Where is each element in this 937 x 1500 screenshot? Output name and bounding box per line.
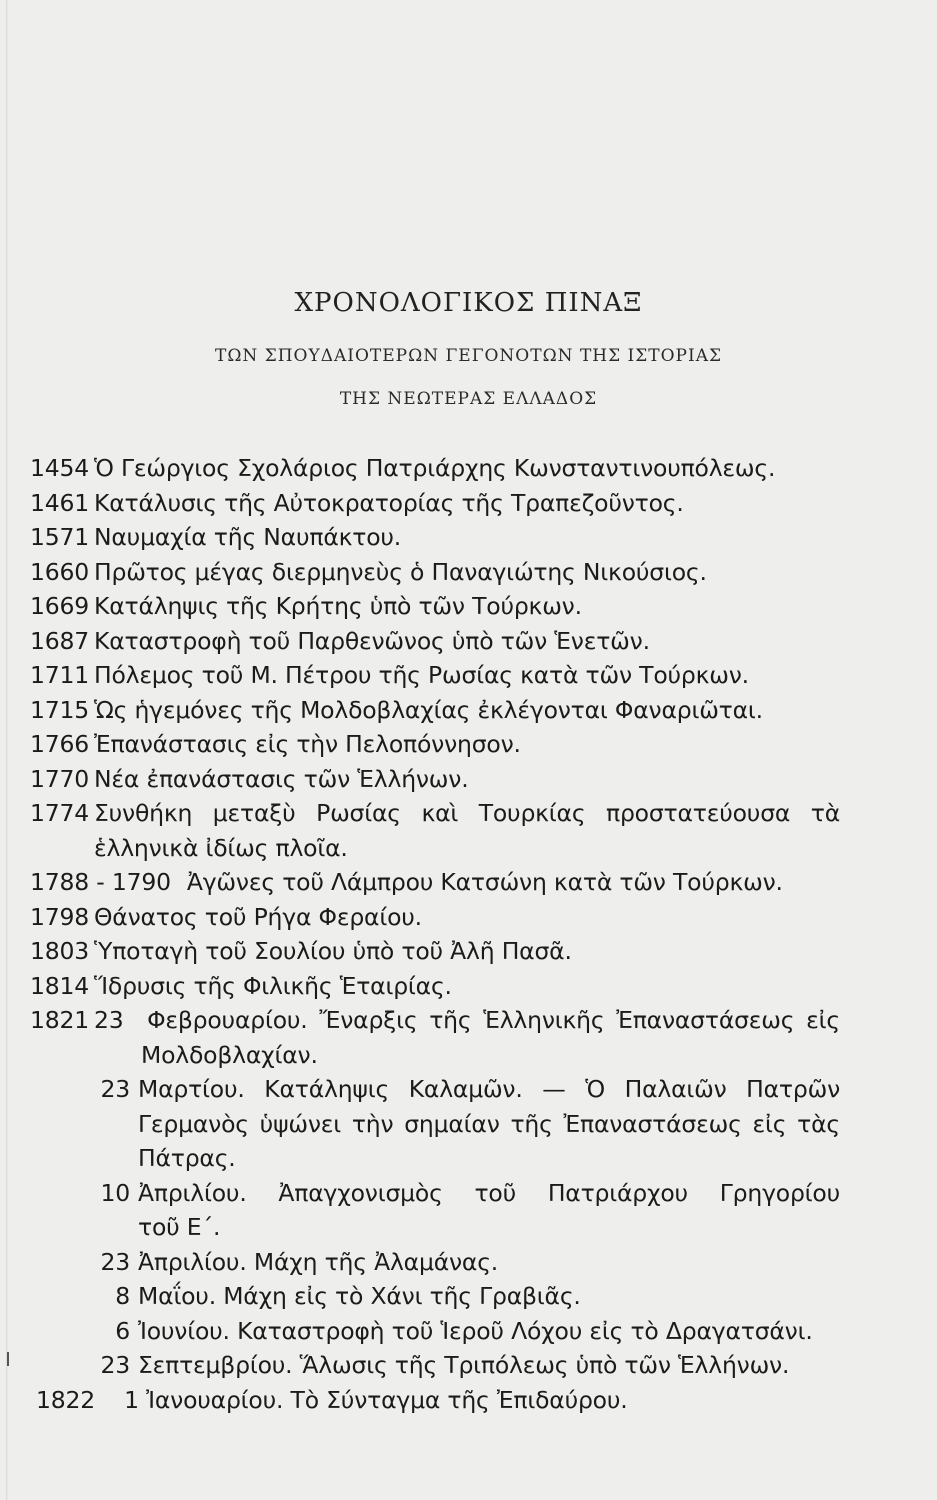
entry-day: 8 <box>115 1282 130 1310</box>
entry-text: Μαΐου. Μάχη εἰς τὸ Χάνι τῆς Γραβιᾶς. <box>138 1282 581 1310</box>
chronology-sub-entry <box>30 1314 840 1349</box>
entry-text: Ὡς ἡγεμόνες τῆς Μολδοβλαχίας ἐκλέγονται Φαναριῶται. <box>94 695 763 724</box>
entry-text: Συνθήκη μεταξὺ Ρωσίας καὶ Τουρκίας προστατεύουσα τὰ <box>94 799 840 827</box>
entry-year: 1660 <box>30 557 90 586</box>
page-subtitle-line2: ΤΗΣ ΝΕΩΤΕΡΑΣ ΕΛΛΑΔΟΣ <box>339 389 598 409</box>
entry-text: Καταστροφὴ τοῦ Παρθενῶνος ὑπὸ τῶν Ἑνετῶν. <box>94 626 650 655</box>
entry-day: 10 <box>100 1178 130 1207</box>
entry-year: 1571 <box>30 523 90 551</box>
chronology-entry <box>30 451 840 486</box>
entry-day: 1 <box>124 1385 139 1414</box>
chronology-entry <box>30 727 840 762</box>
entry-year: 1774 <box>30 799 90 827</box>
entry-text: Πρῶτος μέγας διερμηνεὺς ὁ Παναγιώτης Νικούσιος. <box>94 557 707 586</box>
entry-year: 1788 - 1790 <box>30 868 171 896</box>
entry-text: Ὑποταγὴ τοῦ Σουλίου ὑπὸ τοῦ Ἀλῆ Πασᾶ. <box>94 937 572 965</box>
chronology-sub-entry <box>30 1348 840 1383</box>
entry-day: 23 <box>94 1006 124 1034</box>
entry-year: 1715 <box>30 695 90 724</box>
entry-text: Πόλεμος τοῦ Μ. Πέτρου τῆς Ρωσίας κατὰ τῶν Τούρκων. <box>94 661 749 689</box>
entry-text: Σεπτεμβρίου. Ἅλωσις τῆς Τριπόλεως ὑπὸ τῶν Ἑλλήνων. <box>138 1351 790 1379</box>
chronology-entry <box>30 520 840 555</box>
entry-text: Ὁ Γεώργιος Σχολάριος Πατριάρχης Κωνσταντινουπόλεως. <box>94 454 776 482</box>
chronology-entry <box>30 624 840 659</box>
entry-text: Ἰανουαρίου. Τὸ Σύνταγμα τῆς Ἐπιδαύρου. <box>146 1385 628 1414</box>
entry-day: 23 <box>100 1351 130 1379</box>
chronology-entry <box>30 900 840 935</box>
chronology-entry <box>30 693 840 728</box>
chronology-entry <box>30 486 840 521</box>
page-edge <box>6 0 8 1500</box>
entry-day: 23 <box>100 1075 130 1103</box>
entry-text: Κατάληψις τῆς Κρήτης ὑπὸ τῶν Τούρκων. <box>94 592 582 620</box>
entry-year: 1766 <box>30 730 90 758</box>
entry-text-continuation: Γερμανὸς ὑψώνει τὴν σημαίαν τῆς Ἐπαναστάσεως εἰς τὰς <box>138 1109 840 1138</box>
entry-text: Ἀπριλίου. Ἀπαγχονισμὸς τοῦ Πατριάρχου Γρηγορίου <box>138 1178 840 1207</box>
entry-text: Φεβρουαρίου. Ἔναρξις τῆς Ἑλληνικῆς Ἐπαναστάσεως εἰς <box>147 1006 840 1034</box>
entry-year: 1803 <box>30 937 90 965</box>
entry-text: Ναυμαχία τῆς Ναυπάκτου. <box>94 523 402 551</box>
entry-year: 1461 <box>30 488 90 517</box>
entry-text-continuation: Πάτρας. <box>138 1144 236 1172</box>
chronology-entry <box>30 1383 840 1418</box>
entry-year: 1821 <box>30 1006 90 1034</box>
entry-year: 1770 <box>30 764 90 793</box>
entry-text: Μαρτίου. Κατάληψις Καλαμῶν. — Ὁ Παλαιῶν Πατρῶν <box>138 1075 840 1103</box>
chronology-entry <box>30 796 840 865</box>
entry-text: Κατάλυσις τῆς Αὐτοκρατορίας τῆς Τραπεζοῦντος. <box>94 488 684 517</box>
page-title: ΧΡΟΝΟΛΟΓΙΚΟΣ ΠΙΝΑΞ <box>294 288 643 318</box>
entry-day: 6 <box>115 1316 130 1345</box>
entry-text: Ἵδρυσις τῆς Φιλικῆς Ἑταιρίας. <box>94 971 452 1000</box>
entry-text-continuation: τοῦ Ε΄. <box>138 1213 221 1241</box>
entry-year: 1454 <box>30 454 90 482</box>
entry-year: 1711 <box>30 661 90 689</box>
entry-year: 1822 <box>36 1385 96 1414</box>
margin-mark <box>7 1352 14 1366</box>
entry-text: Ἀγῶνες τοῦ Λάμπρου Κατσώνη κατὰ τῶν Τούρκων. <box>186 868 783 896</box>
entry-text: Ἐπανάστασις εἰς τὴν Πελοπόννησον. <box>94 730 521 758</box>
chronology-entry <box>30 1003 840 1072</box>
chronology-entry <box>30 969 840 1004</box>
entry-day: 23 <box>100 1247 130 1276</box>
chronology-sub-entry <box>30 1072 840 1176</box>
entry-year: 1814 <box>30 971 90 1000</box>
entry-text: Νέα ἐπανάστασις τῶν Ἑλλήνων. <box>94 764 469 793</box>
entry-year: 1687 <box>30 626 90 655</box>
chronology-sub-entry <box>30 1279 840 1314</box>
chronology-entry <box>30 555 840 590</box>
entry-text: Θάνατος τοῦ Ρήγα Φεραίου. <box>94 902 422 931</box>
entry-year: 1798 <box>30 902 90 931</box>
chronology-entry <box>30 658 840 693</box>
entry-text: Ἀπριλίου. Μάχη τῆς Ἀλαμάνας. <box>138 1247 499 1276</box>
chronology-sub-entry <box>30 1245 840 1280</box>
chronology-entry <box>30 934 840 969</box>
entry-year: 1669 <box>30 592 90 620</box>
entry-text: Ἰουνίου. Καταστροφὴ τοῦ Ἱεροῦ Λόχου εἰς τὸ Δραγατσάνι. <box>138 1316 813 1345</box>
chronology-sub-entry <box>30 1176 840 1245</box>
chronology-entry <box>30 589 840 624</box>
chronology-entry <box>30 762 840 797</box>
chronology-list <box>30 451 840 1417</box>
entry-text-continuation: ἑλληνικὰ ἰδίως πλοῖα. <box>94 833 348 862</box>
entry-text-continuation: Μολδοβλαχίαν. <box>141 1040 318 1069</box>
chronology-entry <box>30 865 840 900</box>
page-subtitle-line1: ΤΩΝ ΣΠΟΥΔΑΙΟΤΕΡΩΝ ΓΕΓΟΝΟΤΩΝ ΤΗΣ ΙΣΤΟΡΙΑΣ <box>215 346 722 366</box>
